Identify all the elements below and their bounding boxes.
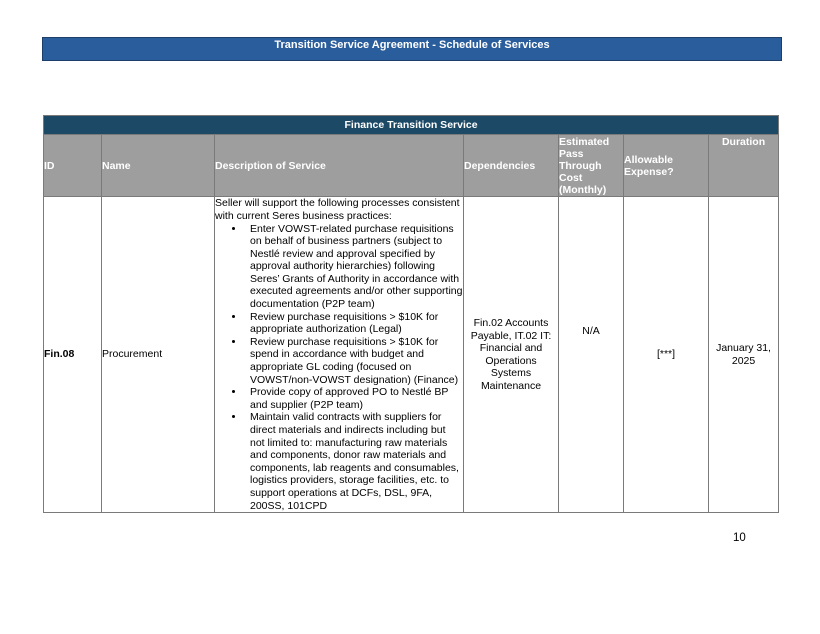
duration-cell: January 31, 2025 [709,197,779,513]
list-item: • Maintain valid contracts with suppliers for direct materials and indirects including but not limited to: manufacturing raw materials and components, donor raw materials and components, lab reagents and consumables, logistics providers, storage facilities, etc. to support operations at DCFs, DSL, 9FA, 200SS, 101CPD [245,411,463,512]
description-list [215,223,463,513]
column-header-id: ID [44,135,102,197]
column-header-dependencies: Dependencies [464,135,559,197]
column-header-name: Name [102,135,215,197]
section-title-row [44,116,779,135]
list-item: • Review purchase requisitions > $10K for appropriate authorization (Legal) [245,311,463,336]
dependencies-cell: Fin.02 Accounts Payable, IT.02 IT: Financial and Operations Systems Maintenance [464,197,559,513]
document-title: Transition Service Agreement - Schedule of Services [274,39,550,51]
column-header-row [44,135,779,197]
page-number: 10 [733,532,746,544]
column-header-allowable-expense: Allowable Expense? [624,135,709,197]
estimated-cost-cell [559,197,624,513]
list-item: • Review purchase requisitions > $10K for spend in accordance with budget and appropriate GL coding (focused on VOWST/non-VOWST designation) (Finance) [245,336,463,386]
description-intro: Seller will support the following processes consistent with current Seres business practices: [215,197,460,222]
service-id-cell: Fin.08 [44,197,102,513]
column-header-description: Description of Service [215,135,464,197]
section-title: Finance Transition Service [44,116,779,135]
document-header-banner [42,37,782,61]
allowable-expense-cell: [***] [624,197,709,513]
list-item: • Enter VOWST-related purchase requisitions on behalf of business partners (subject to Nestlé review and approval specified by approval authority hierarchies) following Seres’ Grants of Authority in accordance with executed agreements and/or other supporting documentation (P2P team) [245,223,463,311]
schedule-table [43,115,779,513]
service-name-cell: Procurement [102,197,215,513]
estimated-cost-value: N/A [582,324,600,337]
column-header-estimated-cost: Estimated Pass Through Cost (Monthly) [559,135,624,197]
table-row [44,197,779,513]
service-description-cell [215,197,464,513]
list-item: • Provide copy of approved PO to Nestlé BP and supplier (P2P team) [245,386,463,411]
column-header-duration: Duration [709,135,779,197]
